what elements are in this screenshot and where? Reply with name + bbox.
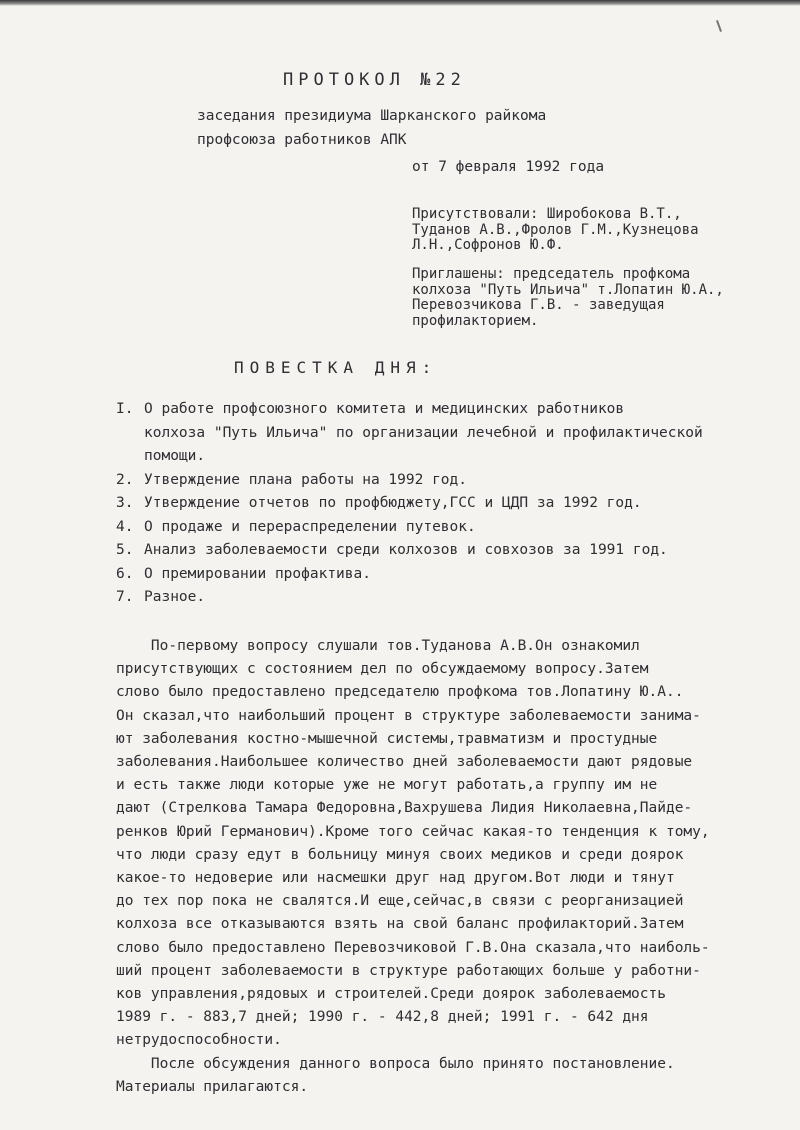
agenda-item-number: 7.	[116, 589, 134, 605]
agenda-item-number: 2.	[116, 471, 134, 488]
agenda-item	[116, 586, 786, 610]
agenda-list	[116, 398, 786, 610]
agenda-item-number: 3.	[116, 495, 134, 511]
minutes-conclusion: После обсуждения данного вопроса было принято постановление. Материалы прилагаются.	[116, 1055, 675, 1095]
agenda-item-text: О премировании профактива.	[144, 565, 371, 582]
agenda-item-text: О продаже и перераспределении путевок.	[144, 518, 476, 535]
subtitle-line-2: профсоюза работников АПК	[197, 132, 407, 148]
agenda-item-number: 4.	[116, 518, 134, 535]
agenda-item	[116, 469, 786, 493]
agenda-item-number: I.	[116, 401, 134, 417]
agenda-item-text: Утверждение плана работы на 1992 год.	[144, 471, 468, 488]
subtitle-line-1: заседания президиума Шарканского райкома	[197, 108, 547, 124]
agenda-item-text: О работе профсоюзного комитета и медицинских работников колхоза "Путь Ильича" по организации лечебной и профилактической помощи.	[144, 401, 703, 464]
document-date: от 7 февраля 1992 года	[412, 159, 605, 175]
document-subtitle	[197, 104, 546, 152]
agenda-item-number: 6.	[116, 565, 134, 582]
agenda-heading: ПОВЕСТКА ДНЯ:	[234, 358, 438, 377]
agenda-item-text: Утверждение отчетов по профбюджету,ГСС и ЦДП за 1992 год.	[144, 495, 642, 511]
minutes-body	[116, 635, 796, 1099]
attendees-invited: Приглашены: председатель профкома колхоза "Путь Ильича" т.Лопатин Ю.А., Перевозчикова Г.В. - заведущая профилакторием.	[412, 266, 724, 329]
agenda-item	[116, 516, 786, 540]
agenda-item	[116, 492, 786, 516]
attendees-present: Присутствовали: Широбокова В.Т., Туданов А.В.,Фролов Г.М.,Кузнецова Л.Н.,Софронов Ю.Ф.	[412, 206, 699, 253]
agenda-item	[116, 563, 786, 587]
agenda-item	[116, 398, 786, 469]
agenda-item-number: 5.	[116, 542, 134, 558]
agenda-item-text: Анализ заболеваемости среди колхозов и совхозов за 1991 год.	[144, 542, 668, 558]
minutes-paragraph: По-первому вопросу слушали тов.Туданова А.В.Он ознакомил присутствующих с состоянием дел по обсуждаемому вопросу.Затем слово было предоставлено председателю профкома тов.Лопатину Ю.А.. Он сказал,что наибольший процент в структуре заболеваемости занима- ют заболевания костно-мышечной системы,травматизм и простудные заболевания.Наибольшее количество дней заболеваемости дают рядовые и есть также люди которые уже не могут работать,а группу им не дают (Стрелкова Тамара Федоровна,Вахрушева Лидия Николаевна,Пайде- ренков Юрий Германович).Кроме того сейчас какая-то тенденция к тому, что люди сразу едут в больницу минуя своих медиков и среди доярок какое-то недоверие или насмешки друг над другом.Вот люди и тянут до тех пор пока не свалятся.И еще,сейчас,в связи с реорганизацией колхоза все отказываются взять на свой баланс профилакторий.Затем слово было предоставлено Перевозчиковой Г.В.Она сказала,что наиболь- ший процент заболеваемости в структуре работающих больше у работни- ков управления,рядовых и строителей.Среди доярок заболеваемость 1989 г. - 883,7 дней; 1990 г. - 442,8 дней; 1991 г. - 642 дня нетрудоспособности.	[116, 638, 710, 1049]
document-title: ПРОТОКОЛ №22	[283, 70, 466, 90]
agenda-item	[116, 539, 786, 563]
agenda-item-text: Разное.	[144, 589, 206, 605]
